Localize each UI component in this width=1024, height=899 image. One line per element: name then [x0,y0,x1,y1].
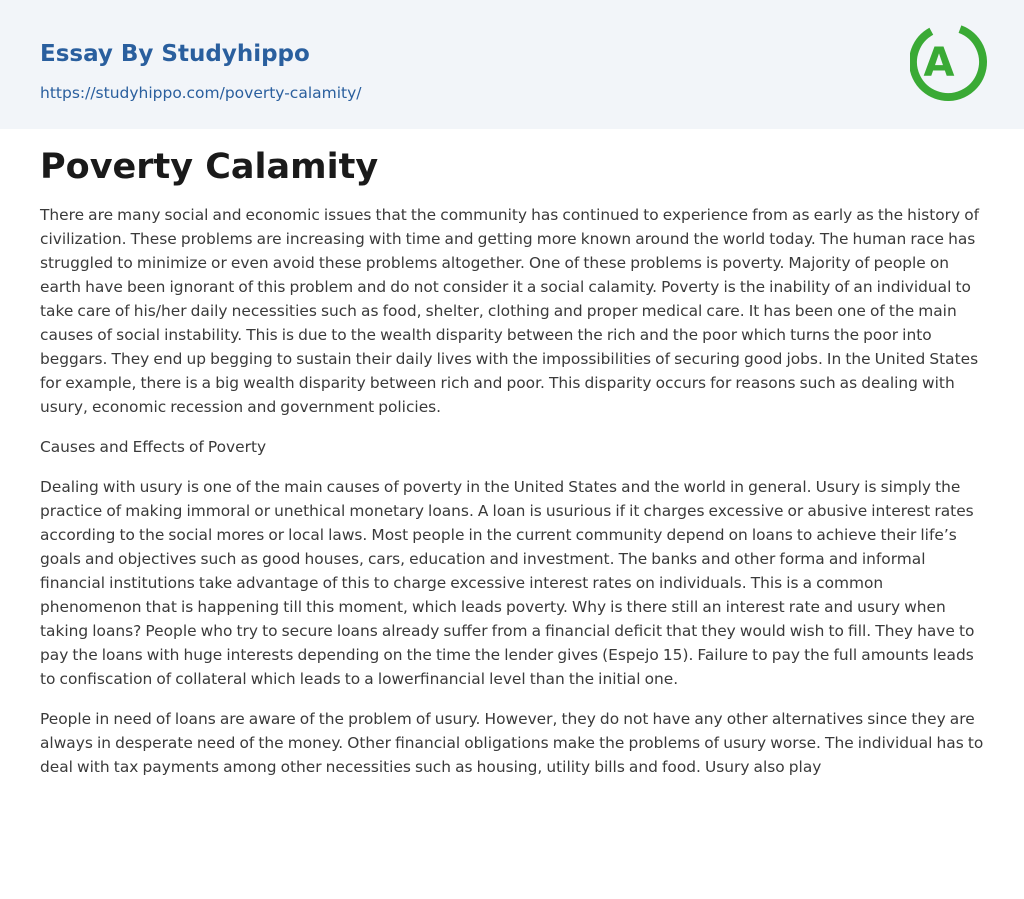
site-header [0,0,1024,129]
essay-paragraph: People in need of loans are aware of the problem of usury. However, they do not have any other alternatives since they are always in desperate need of the money. Other financial obligations make the problems of usury worse. The individual has to deal with tax payments among other necessities such as housing, utility bills and food. Usury also play [40,710,984,776]
essay-paragraph: Dealing with usury is one of the main causes of poverty in the United States and the world in general. Usury is simply the practice of making immoral or unethical monetary loans. A loan is usurious if it charges excessive or abusive interest rates according to the social mores or local laws. Most people in the current community depend on loans to achieve their life’s goals and objectives such as good houses, cars, education and investment. The banks and other forma and informal financial institutions take advantage of this to charge excessive interest rates on individuals. This is a common phenomenon that is happening till this moment, which leads poverty. Why is there still an interest rate and usury when taking loans? People who try to secure loans already suffer from a financial deficit that they would wish to fill. They have to pay the loans with huge interests depending on the time the lender gives (Espejo 15). Failure to pay the full amounts leads to confiscation of collateral which leads to a lowerfinancial level than the initial one. [40,478,975,688]
essay-subheading: Causes and Effects of Poverty [40,438,267,456]
logo-letter: A [923,40,955,86]
brand-title: Essay By Studyhippo [40,41,310,67]
essay-content [40,144,984,795]
essay-paragraph: There are many social and economic issues that the community has continued to experience from as early as the history of civilization. These problems are increasing with time and getting more known around the world today. The human race has struggled to minimize or even avoid these problems altogether. One of these problems is poverty. Majority of people on earth have been ignorant of this problem and do not consider it a social calamity. Poverty is the inability of an individual to take care of his/her daily necessities such as food, shelter, clothing and proper medical care. It has been one of the main causes of social instability. This is due to the wealth disparity between the rich and the poor which turns the poor into beggars. They end up begging to sustain their daily lives with the impossibilities of securing good jobs. In the United States for example, there is a big wealth disparity between rich and poor. This disparity occurs for reasons such as dealing with usury, economic recession and government policies. [40,206,980,416]
essay-title: Poverty Calamity [40,147,379,187]
essay-url-link[interactable]: https://studyhippo.com/poverty-calamity/ [40,84,362,102]
studyhippo-logo-icon[interactable] [910,18,990,106]
